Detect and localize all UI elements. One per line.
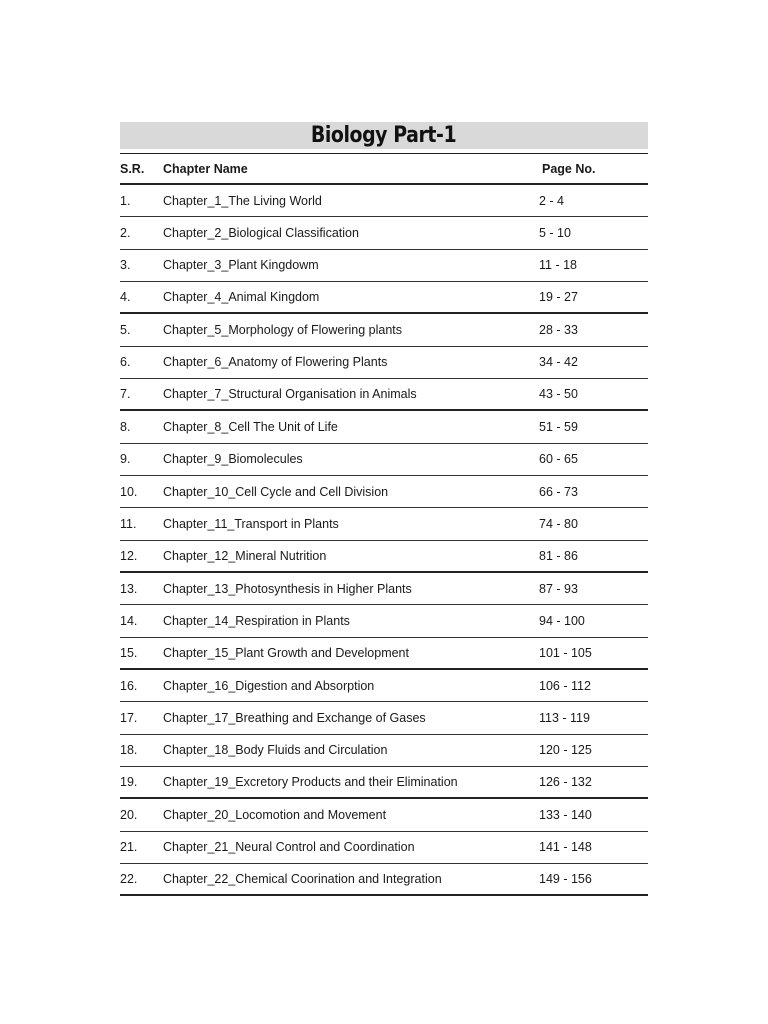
row-chapter-name: Chapter_7_Structural Organisation in Animals xyxy=(163,387,417,402)
row-chapter-name: Chapter_2_Biological Classification xyxy=(163,225,359,240)
row-sr: 3. xyxy=(120,258,131,273)
row-chapter-name: Chapter_13_Photosynthesis in Higher Plants xyxy=(163,581,412,596)
header-page: Page No. xyxy=(542,161,596,176)
row-page-range: 5 - 10 xyxy=(539,225,571,240)
row-page-range: 34 - 42 xyxy=(539,355,578,370)
row-chapter-name: Chapter_12_Mineral Nutrition xyxy=(163,548,327,563)
table-row xyxy=(120,347,648,379)
row-sr: 1. xyxy=(120,193,131,208)
row-chapter-name: Chapter_21_Neural Control and Coordination xyxy=(163,840,415,855)
row-page-range: 94 - 100 xyxy=(539,613,585,628)
table-row xyxy=(120,476,648,508)
row-page-range: 60 - 65 xyxy=(539,452,578,467)
row-sr: 12. xyxy=(120,548,138,563)
row-sr: 9. xyxy=(120,452,131,467)
row-chapter-name: Chapter_18_Body Fluids and Circulation xyxy=(163,743,388,758)
table-row xyxy=(120,799,648,831)
table-row xyxy=(120,605,648,637)
row-sr: 4. xyxy=(120,290,131,305)
row-sr: 6. xyxy=(120,355,131,370)
row-page-range: 81 - 86 xyxy=(539,548,578,563)
row-sr: 5. xyxy=(120,322,131,337)
row-sr: 14. xyxy=(120,613,138,628)
row-page-range: 19 - 27 xyxy=(539,290,578,305)
row-chapter-name: Chapter_5_Morphology of Flowering plants xyxy=(163,322,403,337)
row-page-range: 87 - 93 xyxy=(539,581,578,596)
row-chapter-name: Chapter_9_Biomolecules xyxy=(163,452,303,467)
table-row xyxy=(120,314,648,346)
row-sr: 10. xyxy=(120,484,138,499)
row-chapter-name: Chapter_1_The Living World xyxy=(163,193,322,208)
row-page-range: 51 - 59 xyxy=(539,419,578,434)
table-row xyxy=(120,832,648,864)
table-row xyxy=(120,444,648,476)
row-chapter-name: Chapter_6_Anatomy of Flowering Plants xyxy=(163,355,388,370)
table-body xyxy=(120,185,648,896)
row-page-range: 141 - 148 xyxy=(539,840,592,855)
row-chapter-name: Chapter_15_Plant Growth and Development xyxy=(163,645,409,660)
table-row xyxy=(120,250,648,282)
row-chapter-name: Chapter_10_Cell Cycle and Cell Division xyxy=(163,484,389,499)
table-row xyxy=(120,638,648,670)
row-sr: 19. xyxy=(120,775,138,790)
row-sr: 18. xyxy=(120,743,138,758)
header-sr: S.R. xyxy=(120,161,145,176)
table-row xyxy=(120,767,648,799)
row-sr: 21. xyxy=(120,840,138,855)
table-row xyxy=(120,573,648,605)
table-row xyxy=(120,864,648,896)
table-row xyxy=(120,282,648,314)
row-page-range: 74 - 80 xyxy=(539,516,578,531)
row-page-range: 106 - 112 xyxy=(539,678,591,693)
row-chapter-name: Chapter_3_Plant Kingdowm xyxy=(163,258,319,273)
row-page-range: 66 - 73 xyxy=(539,484,578,499)
table-row xyxy=(120,508,648,540)
row-sr: 2. xyxy=(120,225,131,240)
row-sr: 7. xyxy=(120,387,131,402)
row-chapter-name: Chapter_14_Respiration in Plants xyxy=(163,613,350,628)
row-sr: 17. xyxy=(120,710,138,725)
row-sr: 22. xyxy=(120,872,138,887)
page-title: Biology Part-1 xyxy=(311,123,457,148)
row-page-range: 2 - 4 xyxy=(539,193,565,208)
row-page-range: 28 - 33 xyxy=(539,322,578,337)
table-row xyxy=(120,702,648,734)
row-page-range: 43 - 50 xyxy=(539,387,578,402)
row-sr: 13. xyxy=(120,581,138,596)
table-row xyxy=(120,541,648,573)
row-page-range: 126 - 132 xyxy=(539,775,592,790)
table-row xyxy=(120,217,648,249)
row-sr: 11. xyxy=(120,516,137,531)
table-of-contents xyxy=(120,122,648,896)
row-chapter-name: Chapter_16_Digestion and Absorption xyxy=(163,678,375,693)
row-sr: 8. xyxy=(120,419,131,434)
table-row xyxy=(120,411,648,443)
row-page-range: 11 - 18 xyxy=(539,258,577,273)
row-sr: 20. xyxy=(120,807,138,822)
row-sr: 15. xyxy=(120,645,138,660)
table-row xyxy=(120,379,648,411)
row-chapter-name: Chapter_8_Cell The Unit of Life xyxy=(163,419,338,434)
table-row xyxy=(120,670,648,702)
row-page-range: 120 - 125 xyxy=(539,743,592,758)
row-page-range: 149 - 156 xyxy=(539,872,592,887)
row-chapter-name: Chapter_4_Animal Kingdom xyxy=(163,290,320,305)
row-chapter-name: Chapter_11_Transport in Plants xyxy=(163,516,339,531)
row-chapter-name: Chapter_22_Chemical Coorination and Integration xyxy=(163,872,442,887)
header-chapter: Chapter Name xyxy=(163,161,248,176)
table-header xyxy=(120,154,648,185)
row-page-range: 133 - 140 xyxy=(539,807,592,822)
row-page-range: 113 - 119 xyxy=(539,710,590,725)
title-bar xyxy=(120,122,648,149)
row-chapter-name: Chapter_17_Breathing and Exchange of Gases xyxy=(163,710,426,725)
table-row xyxy=(120,185,648,217)
row-chapter-name: Chapter_19_Excretory Products and their Elimination xyxy=(163,775,458,790)
row-chapter-name: Chapter_20_Locomotion and Movement xyxy=(163,807,387,822)
row-sr: 16. xyxy=(120,678,138,693)
row-page-range: 101 - 105 xyxy=(539,645,592,660)
table-row xyxy=(120,735,648,767)
